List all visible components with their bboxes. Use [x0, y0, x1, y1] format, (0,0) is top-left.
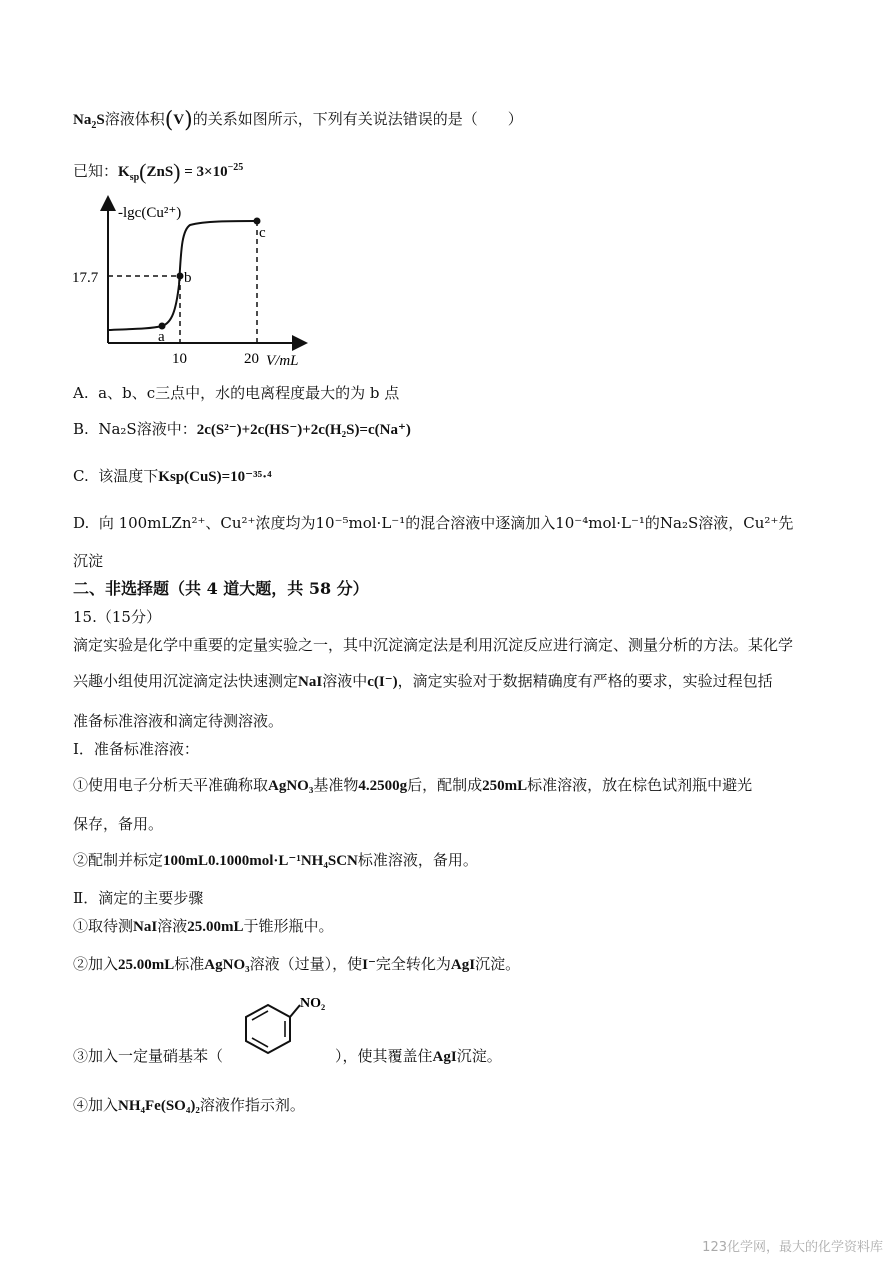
part1-heading: Ⅰ．准备标准溶液：	[73, 740, 199, 758]
stem-var: V	[173, 112, 185, 128]
stem-tail: 的关系如图所示，下列有关说法错误的是（ ）	[192, 110, 523, 128]
titration-curve-chart	[70, 195, 330, 370]
intro-line3: 准备标准溶液和滴定待测溶液。	[73, 712, 284, 730]
option-d-cont: 沉淀	[73, 552, 104, 570]
known-condition: 已知：$K_{sp}(ZnS) = 3\times 10^{-25}$	[73, 159, 244, 184]
nitro-bond	[290, 1005, 300, 1017]
intro-line2: 兴趣小组使用沉淀滴定法快速测定NaI溶液中c(I⁻)，滴定实验对于数据精确度有严格的要求，实验过程包括	[73, 672, 773, 690]
option-b: B. Na₂S溶液中：2c(S²⁻)+2c(HS⁻)+2c(H₂S)=c(Na⁺)	[73, 420, 411, 438]
watermark: 123化学网，最大的化学资料库	[702, 1240, 883, 1255]
stem-reagent: $Na_2S$	[73, 112, 105, 131]
titration-step3: ③加入一定量硝基苯（ ），使其覆盖住AgI沉淀。	[73, 1047, 502, 1065]
x-tick-10: 10	[172, 351, 187, 367]
titration-step1: ①取待测NaI溶液25.00mL于锥形瓶中。	[73, 917, 334, 935]
y-axis-label: -lgc(Cu²⁺)	[118, 205, 182, 221]
intro-line1: 滴定实验是化学中重要的定量实验之一，其中沉淀滴定法是利用沉淀反应进行滴定、测量分析的方法。某化学	[73, 636, 794, 654]
option-c: C. 该温度下Ksp(CuS)=10⁻³⁵·⁴	[73, 467, 272, 485]
known-expr: $K_{sp}(ZnS) = 3\times 10^{-25}$	[118, 159, 244, 184]
nitro-group-label: NO₂	[300, 996, 326, 1011]
part2-heading: Ⅱ．滴定的主要步骤	[73, 889, 204, 907]
point-b-label: b	[184, 270, 192, 286]
q15-label: 15.（15分）	[73, 608, 161, 626]
option-a: A. a、b、c三点中，水的电离程度最大的为 b 点	[73, 384, 400, 402]
step1-cont: 保存，备用。	[73, 815, 164, 833]
point-c	[254, 218, 261, 225]
point-b	[177, 273, 184, 280]
point-a-label: a	[158, 329, 165, 345]
point-c-label: c	[259, 225, 266, 241]
step2: ②配制并标定100mL0.1000mol·L⁻¹NH₄SCN标准溶液，备用。	[73, 851, 478, 869]
x-tick-20: 20	[244, 351, 259, 367]
y-tick-17-7: 17.7	[72, 270, 99, 286]
x-axis-label: V/mL	[266, 353, 299, 369]
section2-title: 二、非选择题（共 4 道大题，共 58 分）	[73, 579, 369, 598]
titration-step2: ②加入25.00mL标准AgNO₃溶液（过量），使I⁻完全转化为AgI沉淀。	[73, 955, 521, 973]
question-stem: $Na_2S$溶液体积(V)的关系如图所示，下列有关说法错误的是（ ）	[73, 108, 523, 133]
step1: ①使用电子分析天平准确称取AgNO₃基准物4.2500g后，配制成250mL标准溶液，放在棕色试剂瓶中避光	[73, 776, 753, 794]
option-d: D. 向 100mLZn²⁺、Cu²⁺浓度均为10⁻⁵mol·L⁻¹的混合溶液中逐滴加入10⁻⁴mol·L⁻¹的Na₂S溶液，Cu²⁺先	[73, 514, 794, 532]
stem-middle: 溶液体积	[104, 110, 165, 128]
titration-step4: ④加入NH₄Fe(SO₄)₂溶液作指示剂。	[73, 1096, 305, 1114]
